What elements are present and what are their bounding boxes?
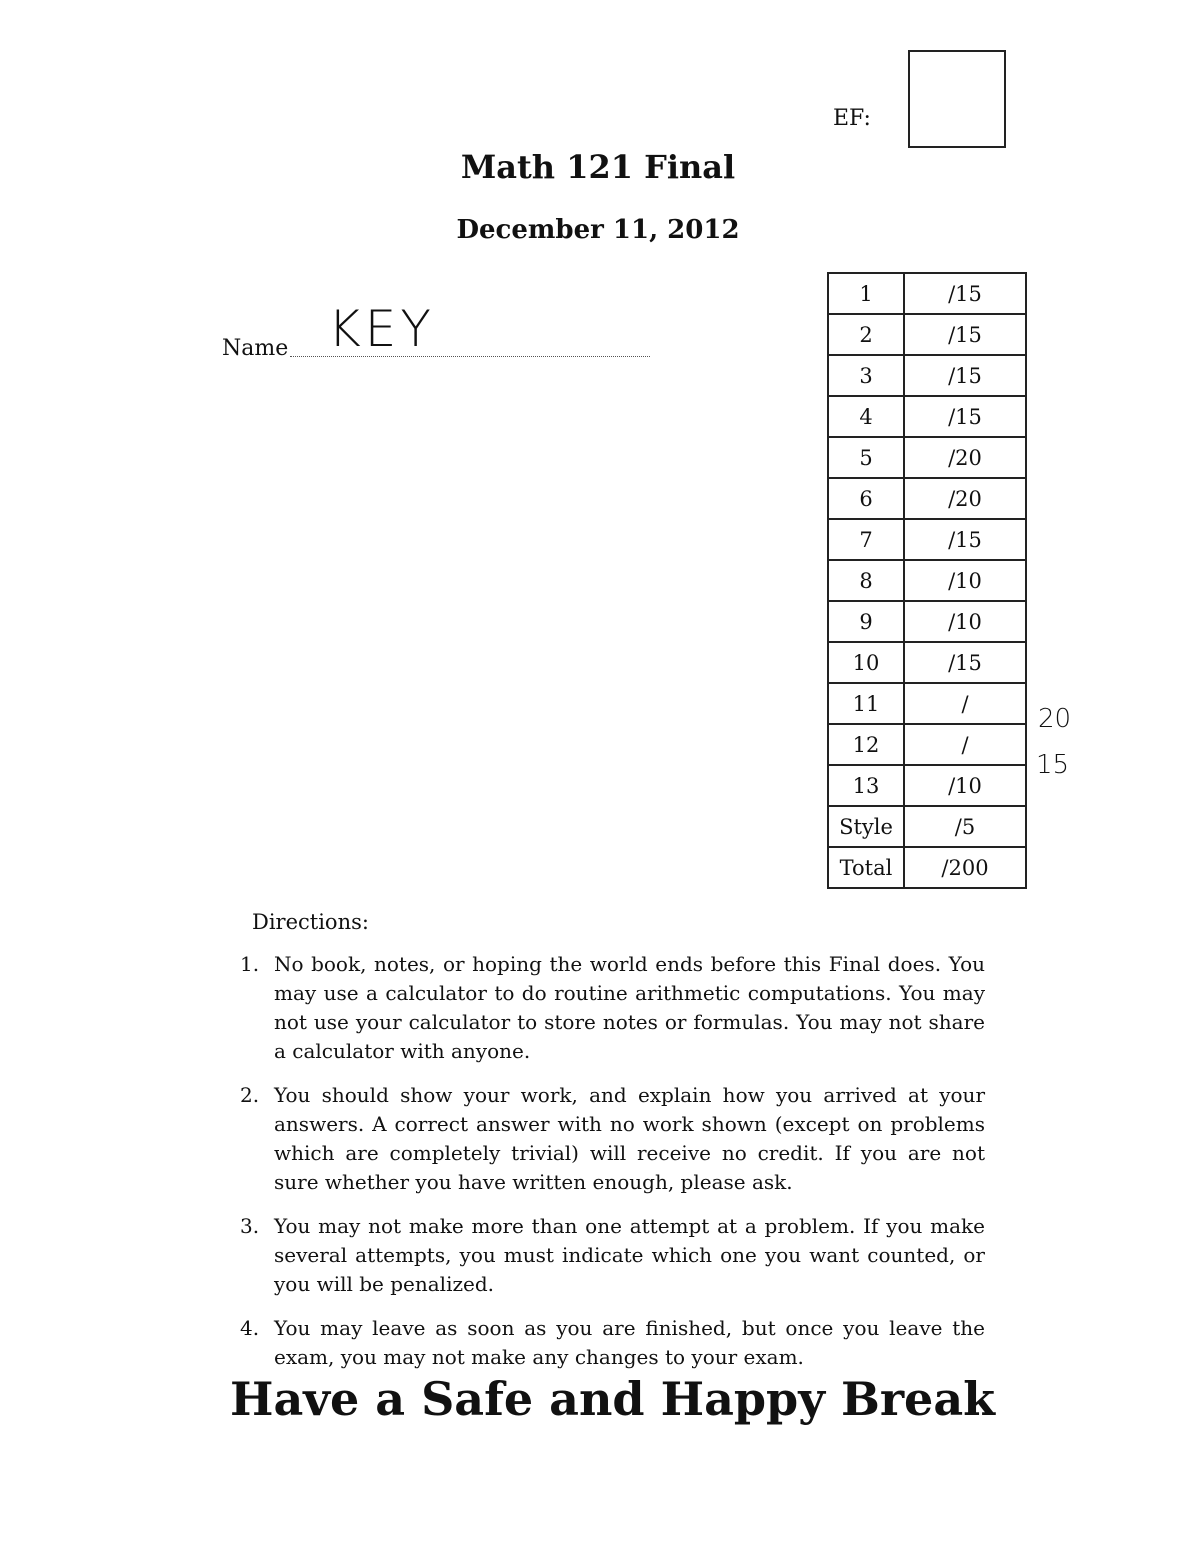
score-row: [828, 642, 1026, 683]
points-cell[interactable]: /: [904, 683, 1026, 724]
score-row: [828, 519, 1026, 560]
score-row: [828, 560, 1026, 601]
direction-item: [240, 1081, 985, 1197]
score-row: [828, 765, 1026, 806]
direction-number: 2.: [240, 1083, 260, 1107]
direction-number: 1.: [240, 952, 260, 976]
score-row: [828, 724, 1026, 765]
score-row: [828, 478, 1026, 519]
score-table: [827, 272, 1027, 889]
direction-number: 4.: [240, 1316, 260, 1340]
score-row: [828, 273, 1026, 314]
question-number: 9: [828, 601, 904, 642]
handwritten-correction-11: 20: [1038, 704, 1072, 734]
score-row: [828, 683, 1026, 724]
points-cell[interactable]: /15: [904, 355, 1026, 396]
question-number: 4: [828, 396, 904, 437]
score-row: [828, 601, 1026, 642]
points-cell[interactable]: /10: [904, 601, 1026, 642]
question-number: Style: [828, 806, 904, 847]
name-value-handwritten[interactable]: KEY: [328, 300, 435, 358]
question-number: 3: [828, 355, 904, 396]
direction-text: You may not make more than one attempt at a problem. If you make several attempts, you must indicate which one you want counted, or you will be penalized.: [274, 1214, 985, 1296]
points-cell[interactable]: /15: [904, 314, 1026, 355]
question-number: 13: [828, 765, 904, 806]
points-cell[interactable]: /200: [904, 847, 1026, 888]
points-cell[interactable]: /10: [904, 765, 1026, 806]
direction-text: You should show your work, and explain how you arrived at your answers. A correct answer with no work shown (except on problems which are completely trivial) will receive no credit. If you are not sure whether you have written enough, please ask.: [274, 1083, 985, 1194]
direction-item: [240, 1212, 985, 1299]
handwritten-correction-12: 15: [1036, 750, 1070, 780]
points-cell[interactable]: /: [904, 724, 1026, 765]
question-number: 10: [828, 642, 904, 683]
question-number: 8: [828, 560, 904, 601]
ef-label: EF:: [833, 106, 871, 131]
ef-box[interactable]: [908, 50, 1006, 148]
points-cell[interactable]: /20: [904, 437, 1026, 478]
points-cell[interactable]: /15: [904, 642, 1026, 683]
points-cell[interactable]: /5: [904, 806, 1026, 847]
question-number: 12: [828, 724, 904, 765]
exam-title: Math 121 Final: [460, 148, 736, 186]
exam-date: December 11, 2012: [456, 215, 740, 245]
question-number: 5: [828, 437, 904, 478]
direction-text: No book, notes, or hoping the world ends before this Final does. You may use a calculator to do routine arithmetic computations. You may not use your calculator to store notes or formulas. You may not share a calculator with anyone.: [274, 952, 985, 1063]
question-number: Total: [828, 847, 904, 888]
score-row: [828, 847, 1026, 888]
direction-item: [240, 950, 985, 1066]
closing-message: Have a Safe and Happy Break: [229, 1372, 996, 1426]
score-row: [828, 396, 1026, 437]
question-number: 2: [828, 314, 904, 355]
question-number: 11: [828, 683, 904, 724]
points-cell[interactable]: /15: [904, 273, 1026, 314]
score-row: [828, 355, 1026, 396]
directions-list: [240, 950, 985, 1387]
score-row: [828, 314, 1026, 355]
points-cell[interactable]: /15: [904, 519, 1026, 560]
direction-item: [240, 1314, 985, 1372]
direction-number: 3.: [240, 1214, 260, 1238]
points-cell[interactable]: /15: [904, 396, 1026, 437]
points-cell[interactable]: /10: [904, 560, 1026, 601]
question-number: 7: [828, 519, 904, 560]
question-number: 6: [828, 478, 904, 519]
score-row: [828, 806, 1026, 847]
score-row: [828, 437, 1026, 478]
question-number: 1: [828, 273, 904, 314]
points-cell[interactable]: /20: [904, 478, 1026, 519]
directions-label: Directions:: [252, 910, 369, 934]
name-label: Name: [222, 336, 289, 361]
direction-text: You may leave as soon as you are finished, but once you leave the exam, you may not make any changes to your exam.: [274, 1316, 985, 1369]
